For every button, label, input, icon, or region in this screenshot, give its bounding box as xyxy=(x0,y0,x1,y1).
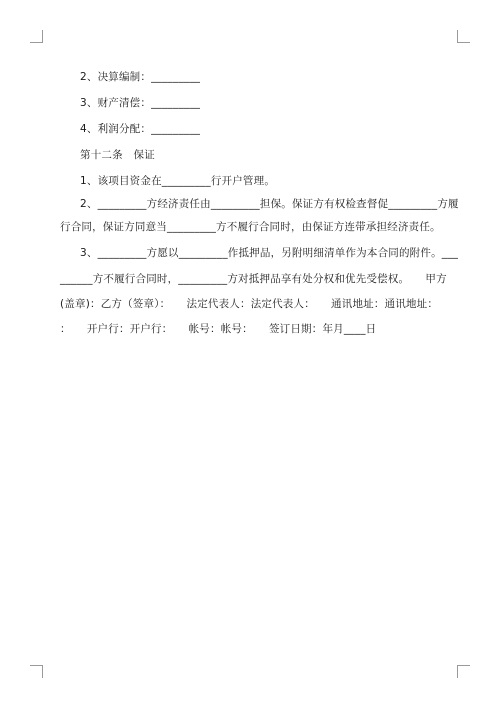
guarantee-paragraph-2-line-2: 行合同，保证方同意当_________方不履行合同时，由保证方连带承担经济责任。 xyxy=(60,221,441,233)
crop-mark-bottom-left xyxy=(30,665,43,678)
crop-mark-top-right xyxy=(457,30,470,43)
clause-item-profit-distribution: 4、利润分配：_________ xyxy=(80,123,201,135)
guarantee-paragraph-3-line-1: 3、_________方愿以_________作抵押品，另附明细清单作为本合同的附件。___ xyxy=(80,247,459,259)
clause-item-final-accounts: 2、决算编制：_________ xyxy=(80,71,201,83)
signature-block-line-2: ： 开户行：开户行： 帐号：帐号： 签订日期：年月____日 xyxy=(60,323,377,335)
guarantee-paragraph-3-line-2: ______方不履行合同时，_________方对抵押品享有处分权和优先受偿权。 甲方 xyxy=(60,273,447,285)
crop-mark-bottom-right xyxy=(457,665,470,678)
article-heading-guarantee: 第十二条 保证 xyxy=(80,149,155,161)
crop-mark-top-left xyxy=(30,30,43,43)
clause-item-property-settlement: 3、财产清偿：_________ xyxy=(80,97,201,109)
guarantee-paragraph-1: 1、该项目资金在_________行开户管理。 xyxy=(80,175,276,187)
signature-block-line-1: (盖章)：乙方（签章）： 法定代表人：法定代表人： 通讯地址：通讯地址： xyxy=(60,298,439,310)
guarantee-paragraph-2-line-1: 2、_________方经济责任由_________担保。保证方有权检查督促_________方履 xyxy=(80,198,459,210)
